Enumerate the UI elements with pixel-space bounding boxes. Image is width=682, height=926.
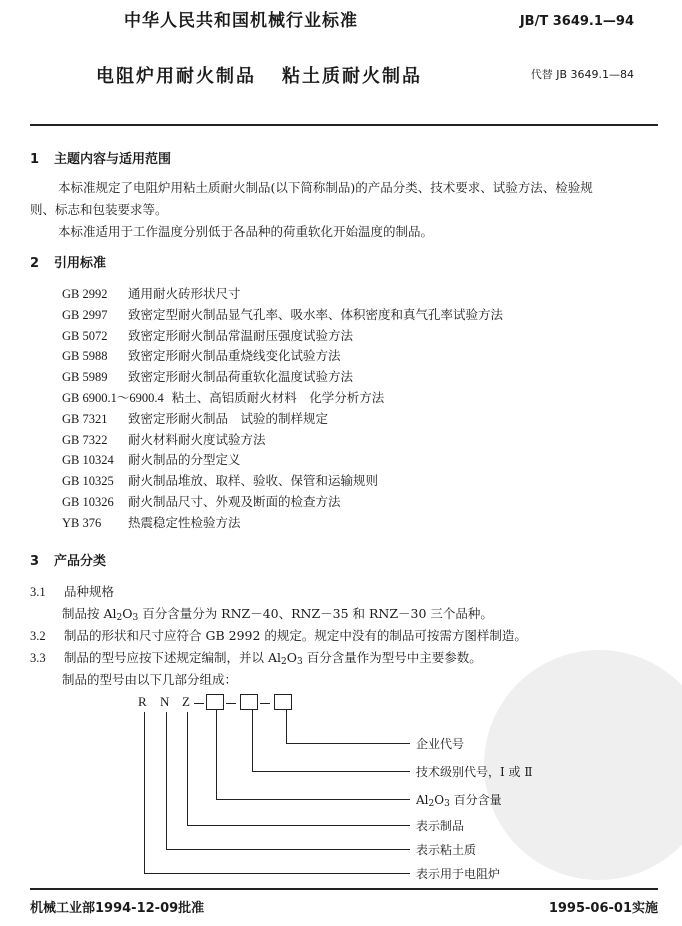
section-number: 2 (30, 256, 40, 271)
dash-1 (194, 703, 204, 704)
reference-title: 致密定形耐火制品重烧线变化试验方法 (128, 348, 341, 364)
subscript: 3 (296, 657, 303, 667)
subsection-number: 3.1 (30, 585, 46, 599)
reference-item (62, 471, 378, 489)
reference-item (62, 492, 341, 510)
reference-item (62, 367, 353, 385)
reference-item (62, 284, 241, 302)
reference-title: 耐火制品堆放、取样、验收、保管和运输规则 (128, 473, 379, 489)
leader-al-v (216, 710, 217, 799)
reference-code: GB 10324 (62, 453, 114, 468)
reference-title: 耐火制品尺寸、外观及断面的检查方法 (128, 494, 341, 509)
text-part: 百分含量作为型号中主要参数。 (302, 650, 482, 665)
section-3-heading (30, 550, 106, 569)
reference-title: 耐火材料耐火度试验方法 (128, 431, 266, 447)
document-title (96, 62, 422, 88)
section-1-para-2: 本标准适用于工作温度分别低于各品种的荷重软化开始温度的制品。 (58, 224, 434, 239)
reference-title: 致密定形耐火制品荷重软化温度试验方法 (128, 369, 354, 385)
subsection-3-3 (30, 648, 482, 667)
subsection-number: 3.2 (30, 629, 46, 643)
reference-title: 热震稳定性检验方法 (128, 514, 241, 530)
letter-z: Z (182, 694, 190, 709)
label-furnace: 表示用于电阻炉 (416, 867, 501, 881)
subsection-text: 制品的形状和尺寸应符合 GB 2992 的规定。规定中没有的制品可按需方图样制造。 (64, 628, 527, 643)
label-product: 表示制品 (416, 819, 465, 833)
reference-code: GB 2997 (62, 307, 108, 322)
leader-tech-h (252, 771, 410, 772)
reference-code: GB 2992 (62, 287, 108, 301)
reference-code: GB 5072 (62, 328, 108, 343)
footer-rule (30, 888, 658, 890)
subscript: 3 (444, 799, 450, 809)
leader-enterprise-v (286, 710, 287, 743)
replaces-note: 代替 JB 3649.1—84 (530, 68, 634, 81)
leader-product-h (187, 825, 410, 826)
text-part: 百分含量分为 RNZ－40、RNZ－35 和 RNZ－30 三个品种。 (138, 606, 493, 621)
box-al2o3 (206, 694, 224, 710)
leader-furnace-h (144, 873, 410, 874)
section-2-heading (30, 252, 106, 271)
reference-title: 致密定型耐火制品显气孔率、吸水率、体积密度和真气孔率试验方法 (128, 306, 504, 322)
label-tech-grade: 技术级别代号，Ⅰ 或 Ⅱ (416, 765, 533, 779)
reference-title: 致密定形耐火制品常温耐压强度试验方法 (128, 327, 354, 343)
approval-date: 机械工业部1994-12-09批准 (30, 901, 205, 916)
letter-n: N (160, 694, 170, 709)
reference-title: 粘土、高铝质耐火材料 化学分析方法 (171, 390, 385, 405)
leader-al-h (216, 799, 410, 800)
box-tech-grade (240, 694, 258, 710)
leader-tech-v (252, 710, 253, 771)
subsection-title: 品种规格 (64, 584, 115, 599)
reference-code: GB 10326 (62, 495, 114, 509)
subsection-3-2 (30, 626, 527, 644)
label-al2o3-content (416, 791, 502, 809)
label-clay: 表示粘土质 (416, 843, 477, 857)
reference-item (62, 430, 266, 448)
leader-furnace-v (144, 712, 145, 873)
effective-date: 1995-06-01实施 (548, 901, 658, 916)
reference-code: GB 7322 (62, 432, 108, 447)
subsection-3-3-text-2: 制品的型号由以下几部分组成： (62, 672, 238, 687)
section-title: 主题内容与适用范围 (54, 152, 172, 167)
title-part-1: 电阻炉用耐火制品 (96, 66, 256, 87)
reference-code: GB 7321 (62, 411, 108, 426)
title-part-2: 粘土质耐火制品 (282, 66, 422, 87)
text-part: Al (416, 793, 429, 807)
leader-enterprise-h (286, 743, 410, 744)
subscript: 2 (116, 613, 123, 623)
section-1-para-1-line-2: 则、标志和包装要求等。 (30, 202, 168, 217)
reference-item (62, 450, 241, 468)
leader-clay-h (166, 849, 410, 850)
section-number: 1 (30, 152, 40, 167)
section-title: 产品分类 (54, 554, 107, 569)
reference-code: YB 376 (62, 515, 102, 530)
subscript: 2 (281, 657, 287, 667)
text-part: O (122, 606, 133, 621)
text-part: O (286, 650, 297, 665)
label-enterprise-code: 企业代号 (416, 737, 465, 751)
header-rule (30, 124, 658, 126)
reference-item (62, 388, 384, 406)
subsection-3-1-heading (30, 582, 114, 600)
standard-code: JB/T 3649.1—94 (519, 14, 634, 29)
subsection-3-1-text (62, 604, 493, 623)
dash-2 (226, 703, 236, 704)
reference-item (62, 346, 341, 364)
text-part: 制品的型号应按下述规定编制，并以 Al (64, 650, 281, 665)
reference-title: 致密定形耐火制品 试验的制样规定 (128, 410, 329, 426)
dash-3 (260, 703, 270, 704)
text-part: 百分含量 (449, 793, 502, 807)
box-enterprise (274, 694, 292, 710)
leader-clay-v (166, 712, 167, 849)
section-title: 引用标准 (54, 256, 107, 271)
reference-code: GB 5989 (62, 370, 108, 385)
section-1-heading (30, 148, 171, 167)
leader-product-v (187, 712, 188, 825)
reference-code: GB 10325 (62, 474, 114, 489)
section-number: 3 (30, 554, 40, 569)
reference-item (62, 326, 353, 344)
subscript: 2 (428, 799, 435, 809)
text-part: O (434, 793, 445, 807)
subsection-number: 3.3 (30, 651, 46, 665)
reference-item (62, 305, 503, 323)
text-part: 制品按 Al (62, 606, 117, 621)
issuing-organization: 中华人民共和国机械行业标准 (124, 11, 358, 31)
letter-r: R (138, 694, 147, 709)
reference-code: GB 6900.1～6900.4 (62, 391, 164, 405)
reference-item (62, 513, 241, 531)
reference-code: GB 5988 (62, 349, 108, 364)
reference-title: 耐火制品的分型定义 (128, 452, 241, 468)
reference-title: 通用耐火砖形状尺寸 (128, 286, 241, 301)
section-1-para-1-line-1: 本标准规定了电阻炉用粘土质耐火制品(以下简称制品)的产品分类、技术要求、试验方法、检验规 (58, 180, 593, 195)
subscript: 3 (132, 613, 139, 623)
reference-item (62, 409, 328, 427)
